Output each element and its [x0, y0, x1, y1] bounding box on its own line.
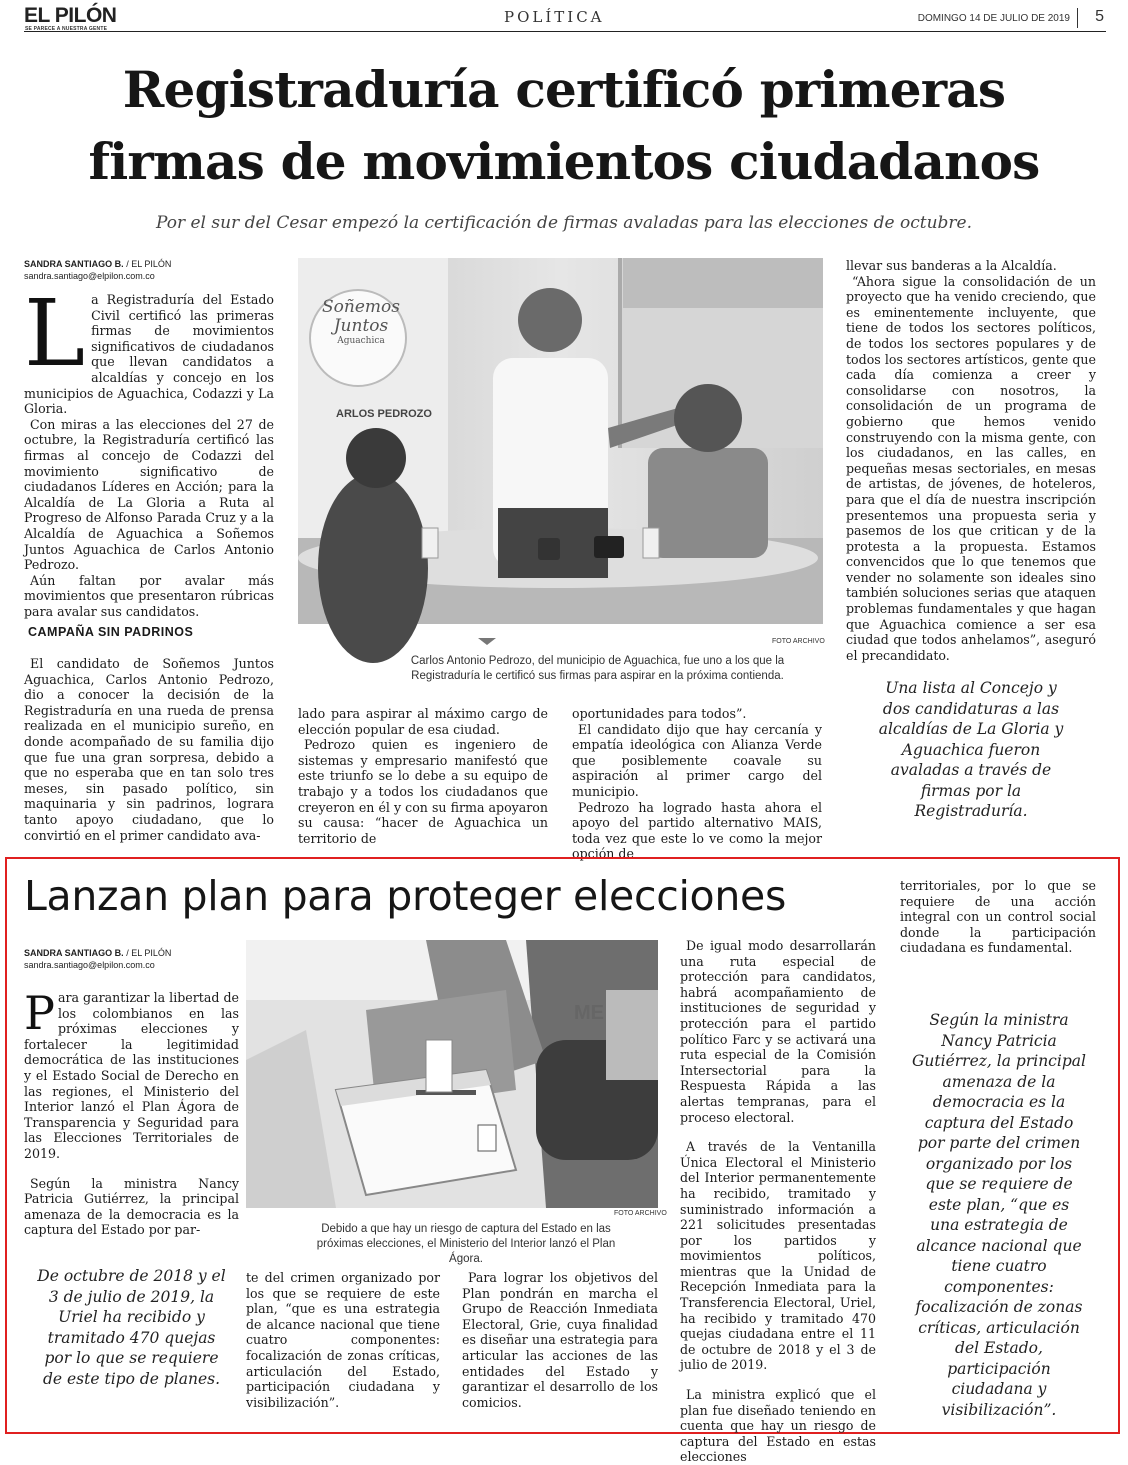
- article2-pullquote-left: De octubre de 2018 y el 3 de julio de 2019, la Uriel ha recibido y tramitado 470 quejas por lo que se requiere de este tipo de planes.: [37, 1267, 226, 1388]
- page-number: 5: [1095, 8, 1104, 25]
- article1-paragraph: El candidato dijo que hay cercanía y empatía ideológica con Alianza Verde que posiblemente coavale su aspiración al primer cargo del municipio.: [572, 721, 822, 799]
- article1-paragraph: Pedrozo quien es ingeniero de sistemas y empresario manifestó que este triunfo se lo debe a su equipo de trabajo y a todos los ciudadanos que creyeron en él y con su firma apoyaron su causa: “hacer de Aguachica un territorio de: [298, 737, 548, 846]
- article2-column-5: [900, 878, 1096, 968]
- article2-pullquote-right: Según la ministra Nancy Patricia Gutiérrez, la principal amenaza de la democracia es la captura del Estado por parte del crimen organizado por los que se requiere de este plan, “que es una estrategia de alcance nacional que tiene cuatro componentes: focalización de zonas críticas, articulación del Estado, participación ciudadana y visibilización”.: [912, 1011, 1086, 1419]
- article1-paragraph: “Ahora sigue la consolidación de un proyecto que ha venido creciendo, que es eminentemente incluyente, que tiene de todos los sectores políticos, de todos los sectores populares y de todos los sectores artísticos, gente que cada día comienza a creer y consolidarse con nosotros, la consolidación de un programa de gobierno que hemos venido construyendo con la misma gente, con los ciudadanos, en las calles, en pequeñas mesas sectoriales, en mesas de artistas, de jóvenes, de hoteleros, para que el día de nuestra inscripción presentemos una propuesta seria y pasemos de los que critican y de la protesta a la propuesta. Estamos convencidos que lo que tenemos que vender no solamente son ideales sino también soluciones serias que ataquen problemas fundamentales y que hagan que Aguachica comience a ser esa ciudad que todos anhelamos”, aseguró el precandidato.: [846, 273, 1096, 663]
- caption-pointer-icon: [478, 638, 496, 645]
- article2-column-1: [24, 986, 239, 1245]
- article1-photo: [298, 258, 823, 624]
- byline-email: sandra.santiago@elpilon.com.co: [24, 271, 155, 281]
- date-divider: [1077, 8, 1078, 28]
- article2-photo: [246, 940, 658, 1208]
- byline-outlet: / EL PILÓN: [126, 259, 172, 269]
- article2-photo-credit: FOTO ARCHIVO: [614, 1210, 667, 1217]
- article1-paragraph: Con miras a las elecciones del 27 de octubre, la Registraduría certificó las firmas al concejo de Codazzi del movimiento significativo de ciudadanos Líderes en Acción; para la Alcaldía de La Gloria a Ruta al Progreso de Alfonso Parada Cruz y a la Alcaldía de Aguachica a Soñemos Juntos Aguachica de Carlos Antonio Pedrozo.: [24, 416, 274, 573]
- article1-photo-credit: FOTO ARCHIVO: [772, 638, 825, 645]
- article1-column-3: [572, 706, 822, 862]
- article2-column-4: [680, 938, 876, 1465]
- article1-paragraph: llevar sus banderas a la Alcaldía.: [846, 258, 1057, 273]
- byline-outlet: / EL PILÓN: [126, 948, 172, 958]
- article2-photo-caption: Debido a que hay un riesgo de captura del Estado en las próximas elecciones, el Ministerio del Interior lanzó el Plan Ágora.: [316, 1223, 616, 1265]
- article2-headline: Lanzan plan para proteger elecciones: [24, 872, 787, 920]
- article1-headline-line1: Registraduría certificó primeras: [122, 60, 1006, 119]
- article2-paragraph: Según la ministra Nancy Patricia Gutiérrez, la principal amenaza de la democracia es la captura del Estado por par-: [24, 1175, 239, 1238]
- masthead: [24, 6, 1106, 32]
- article2-dropcap: P: [24, 986, 55, 1040]
- byline-author: SANDRA SANTIAGO B.: [24, 948, 124, 958]
- article1-photo-caption: Carlos Antonio Pedrozo, del municipio de Aguachica, fue uno a los que la Registraduría le certificó sus firmas para aspirar en la próxima contienda.: [410, 655, 785, 682]
- article1-column-1: [24, 280, 274, 619]
- article1-column-4: [846, 258, 1096, 663]
- article1-paragraph: oportunidades para todos”.: [572, 706, 747, 721]
- ballot-sign-text: ME: [574, 1002, 604, 1024]
- article2-column-3: [462, 1270, 658, 1420]
- photo-banner-logo: [306, 298, 416, 347]
- article2-paragraph: De igual modo desarrollarán una ruta especial de protección para candidatos, habrá acompañamiento de instituciones de seguridad y protección para el partido político Farc y se activará una ruta especial de la Comisión Intersectorial para la Respuesta Rápida a las alertas tempranas, para el proceso electoral.: [680, 938, 876, 1125]
- article1-headline-line2: firmas de movimientos ciudadanos: [88, 132, 1040, 191]
- photo-banner-text: Soñemos: [322, 297, 400, 317]
- article2-paragraph: territoriales, por lo que se requiere de una acción integral con un control social donde la participación ciudadana es fundamental.: [900, 878, 1096, 956]
- article2-paragraph: te del crimen organizado por los que se requiere de este plan, “que es una estrategia de alcance nacional que tiene cuatro componentes: focalización de zonas críticas, articulación del Estado, participación ciudadana y visibilización”.: [246, 1270, 440, 1410]
- article1-paragraph: a Registraduría del Estado Civil certificó las primeras firmas de movimientos significativos de ciudadanos que llevan candidatos a alcaldías y concejo en los municipios de Aguachica, Codazzi y La Gloria.: [24, 292, 274, 417]
- article2-byline: [24, 947, 239, 971]
- photo-banner-text: Juntos: [333, 316, 389, 336]
- article2-paragraph: A través de la Ventanilla Única Electoral el Ministerio del Interior permanentemente ha recibido, tramitado y suministrado información a 221 solicitudes presentadas por los partidos y movimientos políticos, mientras que la Unidad de Recepción Inmediata para la Transferencia Electoral, Uriel, ha recibido y tramitado 470 quejas ciudadana entre el 11 de octubre de 2018 y el 3 de julio de 2019.: [680, 1139, 876, 1373]
- logo-tagline: SE PARECE A NUESTRA GENTE: [25, 26, 108, 32]
- article2-paragraph: La ministra explicó que el plan fue diseñado teniendo en cuenta que hay un riesgo de captura del Estado en estas elecciones: [680, 1387, 876, 1465]
- article1-paragraph: El candidato de Soñemos Juntos Aguachica, Carlos Antonio Pedrozo, dio a conocer la decisión de la Registraduría en una rueda de prensa realizada en el municipio sureño, en donde acompañado de su familia dijo que fue una gran sorpresa, debido a que no esperaba que en tan solo tres meses, sin pasado político, sin maquinaria y sin padrinos, lograra tanto apoyo ciudadano, que lo convirtió en el primer candidato ava-: [24, 656, 274, 843]
- article1-dropcap: L: [24, 280, 86, 387]
- byline-email: sandra.santiago@elpilon.com.co: [24, 960, 155, 970]
- article2-paragraph: ara garantizar la libertad de los colombianos en las próximas elecciones y fortalecer la legitimidad democrática de las instituciones y el Estado Social de Derecho en las regiones, el Ministerio del Interior lanzó el Plan Ágora de Transparencia y Seguridad para las Elecciones Territoriales de 2019.: [24, 990, 239, 1161]
- article1-paragraph: lado para aspirar al máximo cargo de elección popular de esa ciudad.: [298, 706, 548, 737]
- issue-date: DOMINGO 14 DE JULIO DE 2019: [917, 13, 1070, 24]
- photo-banner-name: ARLOS PEDROZO: [336, 408, 432, 420]
- article1-deck: Por el sur del Cesar empezó la certificación de firmas avaladas para las elecciones de octubre.: [155, 213, 972, 233]
- byline-author: SANDRA SANTIAGO B.: [24, 259, 124, 269]
- article1-subhead: CAMPAÑA SIN PADRINOS: [28, 625, 194, 639]
- article1-paragraph: Aún faltan por avalar más movimientos que presentaron rúbricas para avalar sus candidatos.: [24, 572, 274, 619]
- article1-column-2: [298, 706, 548, 846]
- article1-paragraph: Pedrozo ha logrado hasta ahora el apoyo del partido alternativo MAIS, toda vez que este lo ve como la mejor opción de: [572, 799, 822, 862]
- article2-column-2: [246, 1270, 440, 1420]
- section-name: POLÍTICA: [504, 8, 605, 26]
- ballot-box-image: [246, 940, 658, 1208]
- photo-banner-text: Aguachica: [337, 336, 385, 346]
- article1-column-1-lower: [24, 656, 274, 843]
- article1-pullquote: Una lista al Concejo y dos candidaturas a las alcaldías de La Gloria y Aguachica fueron avaladas a través de firmas por la Registraduría.: [878, 679, 1064, 820]
- newspaper-logo: EL PILÓN: [24, 4, 117, 27]
- article2-paragraph: Para lograr los objetivos del Plan pondrán en marcha el Grupo de Reacción Inmediata Electoral, Grie, cuya finalidad es diseñar una estrategia para articular las acciones de las entidades del Estado y garantizar el desarrollo de los comicios.: [462, 1270, 658, 1410]
- article1-byline: [24, 258, 274, 282]
